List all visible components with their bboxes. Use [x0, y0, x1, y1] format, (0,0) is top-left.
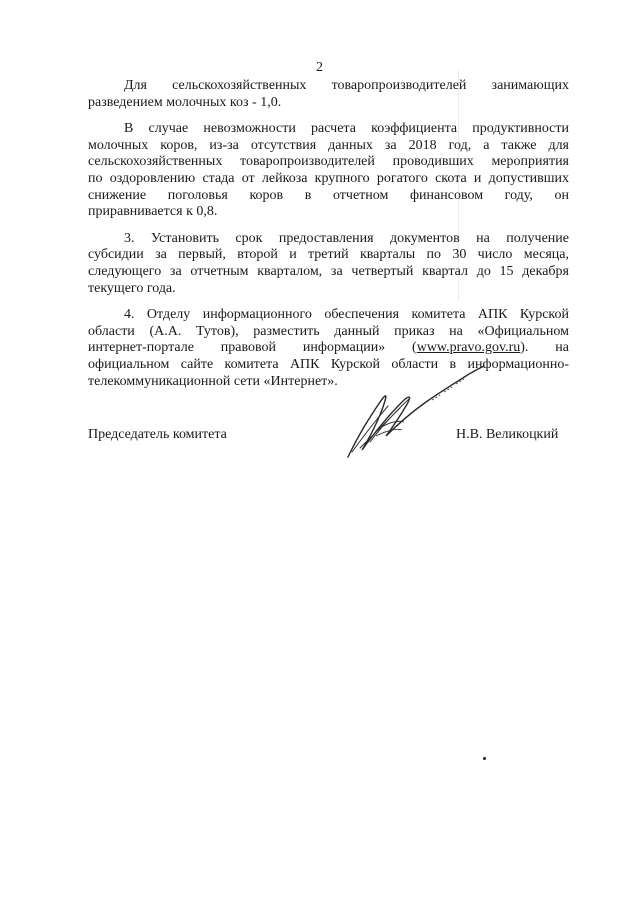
text-line: снижение поголовья коров в отчетном финансовом году, он: [88, 187, 569, 203]
paragraph-goats-coefficient: [88, 78, 569, 111]
text-line: В случае невозможности расчета коэффициента продуктивности: [124, 121, 569, 137]
text-line: субсидии за первый, второй и третий кварталы по 30 число месяца,: [88, 247, 569, 263]
paragraph-item-3: [88, 231, 569, 297]
text-line: по оздоровлению стада от лейкоза крупного рогатого скота и допустивших: [88, 170, 569, 186]
text-line: молочных коров, из-за отсутствия данных за 2018 год, а также для: [88, 137, 569, 153]
page-number: 2: [316, 60, 323, 75]
text-line: телекоммуникационной сети «Интернет».: [88, 373, 338, 389]
paragraph-coefficient-exception: [88, 121, 569, 221]
text-line: текущего года.: [88, 280, 176, 296]
text-line: области (А.А. Тутов), разместить данный приказ на «Официальном: [88, 323, 569, 339]
paragraph-item-4: [88, 307, 569, 390]
text-line: Для сельскохозяйственных товаропроизводителей занимающих: [124, 78, 569, 93]
signatory-title: Председатель комитета: [88, 427, 227, 442]
text-line: 3. Установить срок предоставления документов на получение: [124, 230, 569, 246]
scan-artifact-line: [458, 70, 459, 300]
pravo-gov-link[interactable]: www.pravo.gov.ru: [416, 340, 521, 356]
text-fragment: ). на: [520, 340, 569, 356]
text-line: разведением молочных коз - 1,0.: [88, 94, 282, 110]
document-body: [88, 78, 569, 400]
text-line: официальном сайте комитета АПК Курской области в информационно-: [88, 356, 569, 372]
signatory-name: Н.В. Великоцкий: [456, 427, 559, 442]
text-line: следующего за отчетным кварталом, за четвертый квартал до 15 декабря: [88, 263, 569, 279]
text-line: сельскохозяйственных товаропроизводителей проводивших мероприятия: [88, 154, 569, 170]
handwritten-signature: [340, 362, 490, 462]
scan-artifact-dot: [483, 757, 486, 760]
text-line: 4. Отделу информационного обеспечения комитета АПК Курской: [124, 307, 569, 323]
text-line: приравнивается к 0,8.: [88, 204, 218, 220]
text-fragment: интернет-портале правовой информации» (: [88, 340, 417, 356]
text-line-with-link: [88, 340, 569, 357]
